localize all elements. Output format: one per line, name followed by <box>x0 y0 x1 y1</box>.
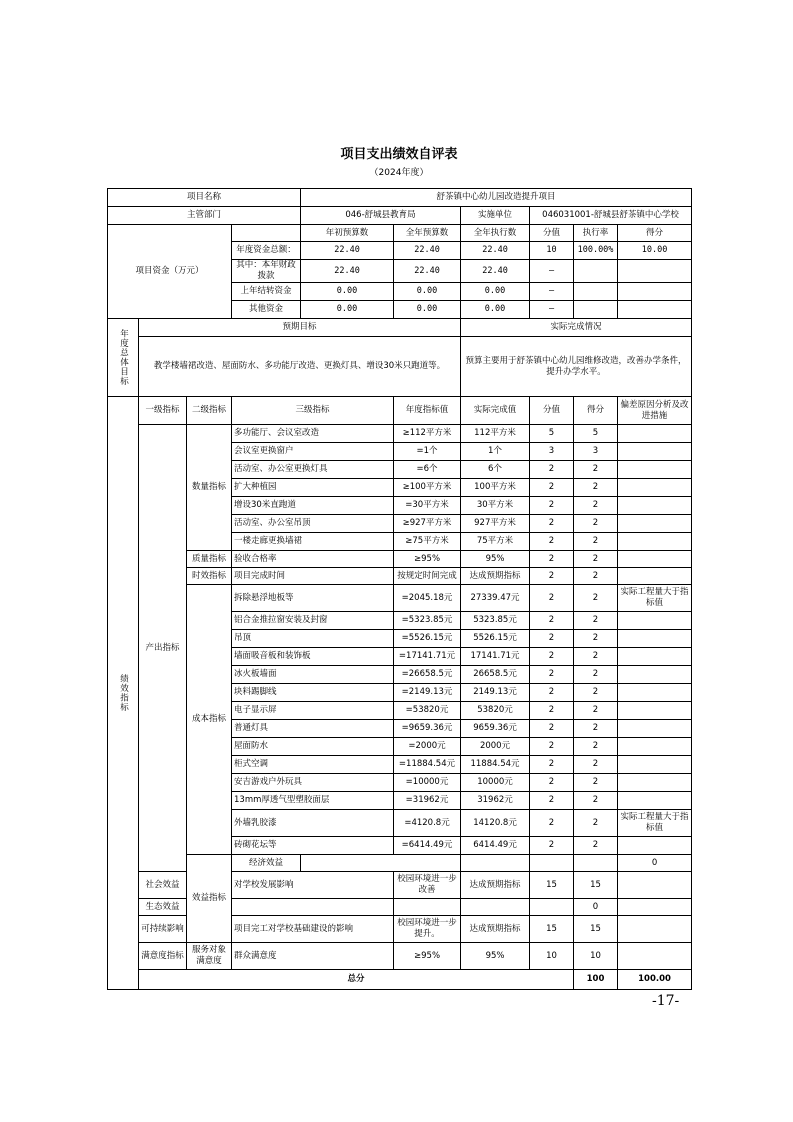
funds-cell: 22.40 <box>301 260 394 283</box>
indicator-actual: 14120.8元 <box>461 810 530 837</box>
indicator-got: 2 <box>574 479 618 497</box>
indicator-actual: 26658.5元 <box>461 666 530 684</box>
indicator-score: 2 <box>530 666 574 684</box>
indicator-target: =26658.5元 <box>394 666 461 684</box>
indicator-target: 校园环境进一步改善 <box>394 872 461 899</box>
indicator-target: =17141.71元 <box>394 648 461 666</box>
indicator-name: 扩大种植园 <box>232 479 394 497</box>
funds-cell: 0.00 <box>461 301 530 319</box>
indicator-got: 5 <box>574 425 618 443</box>
indicator-score <box>530 899 574 916</box>
l1-effect-label: 效益指标 <box>187 855 232 943</box>
indicator-actual: 2000元 <box>461 738 530 756</box>
funds-row-name: 其中：本年财政拨款 <box>232 260 301 283</box>
indicator-score: 2 <box>530 792 574 810</box>
indicator-row <box>108 855 692 872</box>
indicator-got: 2 <box>574 515 618 533</box>
indicator-actual: 17141.71元 <box>461 648 530 666</box>
indicator-name: 冰火板墙面 <box>232 666 394 684</box>
funds-cell: — <box>530 283 574 301</box>
indicator-target: 按规定时间完成 <box>394 568 461 585</box>
indicator-target: =5526.15元 <box>394 630 461 648</box>
indicator-note <box>618 720 692 738</box>
indicator-score: 10 <box>530 943 574 970</box>
indicator-name: 增设30米直跑道 <box>232 497 394 515</box>
funds-cell: 0.00 <box>301 283 394 301</box>
indicator-actual: 95% <box>461 943 530 970</box>
indicator-score: 2 <box>530 810 574 837</box>
perf-header: 一级指标 <box>139 397 187 425</box>
indicator-actual: 100平方米 <box>461 479 530 497</box>
l1-satisfaction-label: 满意度指标 <box>139 943 187 970</box>
funds-cell: 22.40 <box>394 242 461 260</box>
indicator-name <box>232 899 394 916</box>
total-score: 100 <box>574 970 618 990</box>
indicator-target: =1个 <box>394 443 461 461</box>
l2-ecological-label: 生态效益 <box>139 899 187 916</box>
funds-cell: 22.40 <box>461 242 530 260</box>
funds-cell: 22.40 <box>461 260 530 283</box>
indicator-got: 2 <box>574 568 618 585</box>
indicator-actual: 6个 <box>461 461 530 479</box>
indicator-score: 2 <box>530 568 574 585</box>
funds-cell: 22.40 <box>394 260 461 283</box>
indicator-note <box>618 916 692 943</box>
indicator-row <box>108 585 692 612</box>
indicator-actual: 达成预期指标 <box>461 916 530 943</box>
indicator-got: 2 <box>574 810 618 837</box>
indicator-name: 外墙乳胶漆 <box>232 810 394 837</box>
indicator-got: 2 <box>574 720 618 738</box>
indicator-note <box>618 630 692 648</box>
indicator-note <box>618 533 692 551</box>
indicator-name <box>301 855 461 872</box>
indicator-target: ≥95% <box>394 551 461 568</box>
l2-service-label: 服务对象满意度 <box>187 943 232 970</box>
indicator-note <box>618 648 692 666</box>
indicator-actual: 31962元 <box>461 792 530 810</box>
indicator-score: 2 <box>530 684 574 702</box>
indicator-got: 2 <box>574 533 618 551</box>
indicator-score: 2 <box>530 515 574 533</box>
indicator-name: 群众满意度 <box>232 943 394 970</box>
indicator-note <box>618 568 692 585</box>
indicator-score: 2 <box>530 551 574 568</box>
indicator-score: 2 <box>530 837 574 855</box>
indicator-got: 2 <box>574 497 618 515</box>
indicator-got: 2 <box>574 702 618 720</box>
indicator-note <box>618 756 692 774</box>
funds-cell <box>574 283 618 301</box>
indicator-name: 项目完工对学校基础建设的影响 <box>232 916 394 943</box>
funds-row-name: 其他资金 <box>232 301 301 319</box>
total-label: 总分 <box>139 970 574 990</box>
indicator-actual: 27339.47元 <box>461 585 530 612</box>
funds-cell <box>574 301 618 319</box>
indicator-name: 柜式空调 <box>232 756 394 774</box>
indicator-score: 15 <box>530 872 574 899</box>
indicator-note <box>618 461 692 479</box>
indicator-score: 2 <box>530 612 574 630</box>
indicator-actual: 927平方米 <box>461 515 530 533</box>
indicator-actual: 5323.85元 <box>461 612 530 630</box>
funds-cell: 0.00 <box>461 283 530 301</box>
impl-label: 实施单位 <box>461 207 530 225</box>
indicator-note <box>618 497 692 515</box>
perf-header: 年度指标值 <box>394 397 461 425</box>
indicator-actual <box>461 899 530 916</box>
funds-cell: — <box>530 260 574 283</box>
indicator-note <box>618 899 692 916</box>
indicator-got: 2 <box>574 774 618 792</box>
evaluation-sheet <box>107 144 691 990</box>
indicator-actual: 5526.15元 <box>461 630 530 648</box>
indicator-got: 2 <box>574 666 618 684</box>
indicator-score: 2 <box>530 630 574 648</box>
indicator-actual: 112平方米 <box>461 425 530 443</box>
indicator-actual: 9659.36元 <box>461 720 530 738</box>
indicator-name: 活动室、办公室吊顶 <box>232 515 394 533</box>
indicator-target: =5323.85元 <box>394 612 461 630</box>
funds-header: 年初预算数 <box>301 225 394 242</box>
funds-row-name: 上年结转资金 <box>232 283 301 301</box>
impl-value: 046031001-舒城县舒茶镇中心学校 <box>530 207 692 225</box>
indicator-note <box>618 684 692 702</box>
indicator-name: 多功能厅、会议室改造 <box>232 425 394 443</box>
perf-label: 绩效指标 <box>108 397 139 990</box>
indicator-got: 2 <box>574 585 618 612</box>
funds-cell: 100.00% <box>574 242 618 260</box>
indicator-target: ≥112平方米 <box>394 425 461 443</box>
indicator-target: =31962元 <box>394 792 461 810</box>
indicator-score: 2 <box>530 648 574 666</box>
funds-cell: 10 <box>530 242 574 260</box>
funds-header: 全年执行数 <box>461 225 530 242</box>
funds-cell: 10.00 <box>618 242 692 260</box>
perf-header: 二级指标 <box>187 397 232 425</box>
indicator-got: 0 <box>618 855 692 872</box>
funds-cell <box>618 260 692 283</box>
indicator-target: =53820元 <box>394 702 461 720</box>
indicator-score: 3 <box>530 443 574 461</box>
funds-cell <box>618 283 692 301</box>
indicator-score <box>574 855 618 872</box>
indicator-score: 2 <box>530 461 574 479</box>
indicator-name: 13mm厚透气型塑胶面层 <box>232 792 394 810</box>
l2-cost-label: 成本指标 <box>187 585 232 855</box>
indicator-got: 2 <box>574 551 618 568</box>
indicator-note <box>618 551 692 568</box>
indicator-got: 2 <box>574 461 618 479</box>
indicator-actual: 11884.54元 <box>461 756 530 774</box>
perf-header: 分值 <box>530 397 574 425</box>
indicator-row <box>108 551 692 568</box>
sheet-title: 项目支出绩效自评表 <box>340 147 458 162</box>
indicator-got: 2 <box>574 630 618 648</box>
indicator-name: 普通灯具 <box>232 720 394 738</box>
funds-cell: 0.00 <box>394 301 461 319</box>
indicator-note <box>618 612 692 630</box>
indicator-score: 2 <box>530 774 574 792</box>
l2-social-label: 社会效益 <box>139 872 187 899</box>
indicator-note <box>618 774 692 792</box>
indicator-target: =11884.54元 <box>394 756 461 774</box>
indicator-note <box>618 443 692 461</box>
indicator-row <box>108 943 692 970</box>
funds-label: 项目资金（万元） <box>108 225 232 319</box>
sheet-subtitle: （2024年度） <box>369 168 429 178</box>
funds-blank-header <box>232 225 301 242</box>
indicator-actual: 53820元 <box>461 702 530 720</box>
indicator-actual: 达成预期指标 <box>461 872 530 899</box>
l2-quantity-label: 数量指标 <box>187 425 232 551</box>
indicator-got: 2 <box>574 684 618 702</box>
indicator-note <box>618 515 692 533</box>
indicator-actual: 75平方米 <box>461 533 530 551</box>
indicator-target: =9659.36元 <box>394 720 461 738</box>
indicator-name: 墙面吸音板和装饰板 <box>232 648 394 666</box>
indicator-actual: 30平方米 <box>461 497 530 515</box>
indicator-got: 0 <box>574 899 618 916</box>
indicator-target: 校园环境进一步提升。 <box>394 916 461 943</box>
indicator-name: 块料踢脚线 <box>232 684 394 702</box>
indicator-note <box>618 479 692 497</box>
indicator-score: 15 <box>530 916 574 943</box>
indicator-note <box>618 837 692 855</box>
funds-cell: 0.00 <box>301 301 394 319</box>
indicator-name: 吊顶 <box>232 630 394 648</box>
goals-expected-text: 教学楼墙裙改造、屋面防水、多功能厅改造、更换灯具、增设30米只跑道等。 <box>139 337 461 397</box>
indicator-actual: 1个 <box>461 443 530 461</box>
funds-cell: — <box>530 301 574 319</box>
l2-timeliness-label: 时效指标 <box>187 568 232 585</box>
indicator-score: 2 <box>530 585 574 612</box>
indicator-got: 3 <box>574 443 618 461</box>
indicator-note: 实际工程量大于指标值 <box>618 810 692 837</box>
indicator-score: 2 <box>530 720 574 738</box>
goals-expected-header: 预期目标 <box>139 319 461 337</box>
indicator-actual: 95% <box>461 551 530 568</box>
goals-actual-text: 预算主要用于舒茶镇中心幼儿园维修改造，改善办学条件，提升办学水平。 <box>461 337 692 397</box>
indicator-target: =4120.8元 <box>394 810 461 837</box>
funds-cell: 0.00 <box>394 283 461 301</box>
indicator-target: =30平方米 <box>394 497 461 515</box>
indicator-row <box>108 568 692 585</box>
l2-quality-label: 质量指标 <box>187 551 232 568</box>
total-row <box>108 970 692 990</box>
indicator-got: 2 <box>574 837 618 855</box>
indicator-note: 实际工程量大于指标值 <box>618 585 692 612</box>
indicator-note <box>618 702 692 720</box>
indicator-name: 对学校发展影响 <box>232 872 394 899</box>
indicator-target: =2045.18元 <box>394 585 461 612</box>
indicator-got: 2 <box>574 756 618 774</box>
project-name-value: 舒茶镇中心幼儿园改造提升项目 <box>301 189 692 207</box>
indicator-actual <box>530 855 574 872</box>
page-number: -17- <box>652 993 680 1009</box>
indicator-actual: 10000元 <box>461 774 530 792</box>
funds-cell <box>618 301 692 319</box>
indicator-name: 铝合金推拉窗安装及封窗 <box>232 612 394 630</box>
indicator-name: 电子显示屏 <box>232 702 394 720</box>
indicator-actual: 2149.13元 <box>461 684 530 702</box>
funds-row-name: 年度资金总额： <box>232 242 301 260</box>
funds-header: 全年预算数 <box>394 225 461 242</box>
indicator-name: 屋面防水 <box>232 738 394 756</box>
indicator-target <box>461 855 530 872</box>
indicator-got: 15 <box>574 916 618 943</box>
indicator-score: 2 <box>530 756 574 774</box>
indicator-target: =6个 <box>394 461 461 479</box>
dept-label: 主管部门 <box>108 207 301 225</box>
indicator-target: =2149.13元 <box>394 684 461 702</box>
indicator-name: 拆除悬浮地板等 <box>232 585 394 612</box>
indicator-target: ≥95% <box>394 943 461 970</box>
evaluation-table <box>107 188 692 990</box>
indicator-name: 活动室、办公室更换灯具 <box>232 461 394 479</box>
indicator-name: 安吉游戏户外玩具 <box>232 774 394 792</box>
perf-header: 实际完成值 <box>461 397 530 425</box>
indicator-target <box>394 899 461 916</box>
indicator-name: 会议室更换窗户 <box>232 443 394 461</box>
indicator-name: 验收合格率 <box>232 551 394 568</box>
indicator-actual: 达成预期指标 <box>461 568 530 585</box>
indicator-score: 2 <box>530 479 574 497</box>
indicator-name: 一楼走廊更换墙裙 <box>232 533 394 551</box>
indicator-note <box>618 792 692 810</box>
dept-value: 046-舒城县教育局 <box>301 207 461 225</box>
funds-header: 分值 <box>530 225 574 242</box>
indicator-note <box>618 666 692 684</box>
indicator-target: =10000元 <box>394 774 461 792</box>
indicator-name: 项目完成时间 <box>232 568 394 585</box>
perf-header: 三级指标 <box>232 397 394 425</box>
indicator-note <box>618 943 692 970</box>
indicator-got: 15 <box>574 872 618 899</box>
indicator-target: ≥927平方米 <box>394 515 461 533</box>
indicator-target: ≥100平方米 <box>394 479 461 497</box>
l2-sustainable-label: 可持续影响 <box>139 916 187 943</box>
indicator-score: 5 <box>530 425 574 443</box>
project-name-label: 项目名称 <box>108 189 301 207</box>
indicator-target: =6414.49元 <box>394 837 461 855</box>
indicator-got: 2 <box>574 738 618 756</box>
indicator-score: 2 <box>530 738 574 756</box>
goals-actual-header: 实际完成情况 <box>461 319 692 337</box>
indicator-score: 2 <box>530 702 574 720</box>
indicator-note <box>618 872 692 899</box>
indicator-row <box>108 425 692 443</box>
indicator-note <box>618 425 692 443</box>
l2-economic-label: 经济效益 <box>232 855 301 872</box>
perf-header: 偏差原因分析及改进措施 <box>618 397 692 425</box>
indicator-got: 10 <box>574 943 618 970</box>
indicator-got: 2 <box>574 612 618 630</box>
l1-output-label: 产出指标 <box>139 425 187 872</box>
indicator-note <box>618 738 692 756</box>
goals-label: 年度总体目标 <box>108 319 139 397</box>
indicator-target: ≥75平方米 <box>394 533 461 551</box>
total-got: 100.00 <box>618 970 692 990</box>
funds-cell <box>574 260 618 283</box>
indicator-target: =2000元 <box>394 738 461 756</box>
indicator-score: 2 <box>530 533 574 551</box>
indicator-got: 2 <box>574 648 618 666</box>
perf-header: 得分 <box>574 397 618 425</box>
indicator-actual: 6414.49元 <box>461 837 530 855</box>
funds-header: 执行率 <box>574 225 618 242</box>
funds-cell: 22.40 <box>301 242 394 260</box>
indicator-score: 2 <box>530 497 574 515</box>
indicator-got: 2 <box>574 792 618 810</box>
funds-header: 得分 <box>618 225 692 242</box>
indicator-name: 砖砌花坛等 <box>232 837 394 855</box>
